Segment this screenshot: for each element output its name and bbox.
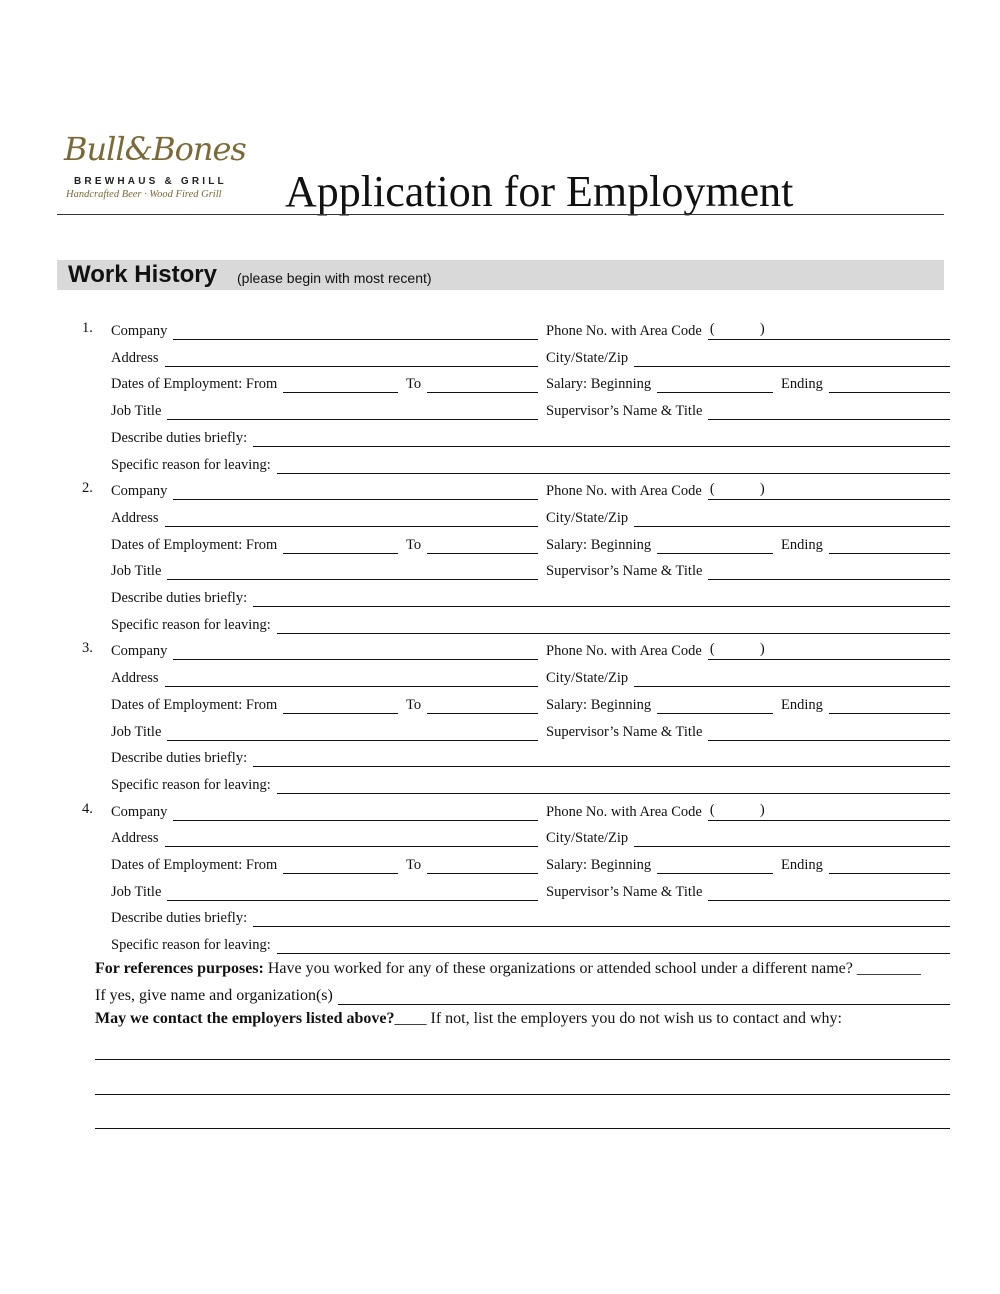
- job-title-field[interactable]: [167, 404, 538, 420]
- supervisor-field[interactable]: [708, 725, 950, 741]
- salary-ending-field[interactable]: [829, 698, 950, 714]
- form-row: [0, 507, 1000, 527]
- date-to-field[interactable]: [427, 538, 538, 554]
- address-group: [111, 347, 538, 367]
- reason-for-leaving-label: Specific reason for leaving:: [111, 616, 271, 633]
- salary-beginning-group: [546, 854, 773, 874]
- contact-question: [95, 1010, 842, 1028]
- logo-subtitle: BREWHAUS & GRILL: [74, 176, 227, 187]
- phone-group: [546, 640, 950, 660]
- address-field[interactable]: [165, 351, 538, 367]
- city-state-zip-field[interactable]: [634, 511, 950, 527]
- city-state-zip-field[interactable]: [634, 671, 950, 687]
- city-state-zip-label: City/State/Zip: [546, 830, 629, 847]
- logo-tagline: Handcrafted Beer · Wood Fired Grill: [66, 189, 222, 200]
- address-field[interactable]: [165, 511, 538, 527]
- explanation-line[interactable]: [95, 1128, 950, 1129]
- salary-ending-group: [781, 534, 950, 554]
- date-to-label: To: [406, 536, 422, 553]
- salary-beginning-field[interactable]: [657, 538, 773, 554]
- form-row: [0, 694, 1000, 714]
- reason-for-leaving-group: [111, 934, 950, 954]
- explanation-line[interactable]: [95, 1094, 950, 1095]
- date-to-label: To: [406, 376, 422, 393]
- date-from-label: Dates of Employment: From: [111, 696, 278, 713]
- contact-text: ____ If not, list the employers you do not wish us to contact and why:: [394, 1010, 842, 1027]
- form-row: [0, 907, 1000, 927]
- supervisor-field[interactable]: [708, 404, 950, 420]
- city-state-zip-group: [546, 347, 950, 367]
- duties-field[interactable]: [253, 911, 950, 927]
- company-field[interactable]: [173, 805, 538, 821]
- form-row: [0, 534, 1000, 554]
- salary-beginning-field[interactable]: [657, 858, 773, 874]
- form-row: [0, 320, 1000, 340]
- salary-ending-group: [781, 854, 950, 874]
- date-from-field[interactable]: [283, 538, 398, 554]
- date-from-field[interactable]: [283, 858, 398, 874]
- date-from-group: [111, 534, 398, 554]
- form-row: [0, 934, 1000, 954]
- phone-label: Phone No. with Area Code: [546, 483, 702, 500]
- city-state-zip-group: [546, 507, 950, 527]
- area-code-close: ): [759, 481, 765, 498]
- job-title-field[interactable]: [167, 564, 538, 580]
- salary-beginning-group: [546, 694, 773, 714]
- company-field[interactable]: [173, 484, 538, 500]
- job-title-group: [111, 400, 538, 420]
- references-text: Have you worked for any of these organizations or attended school under a different name? ________: [263, 960, 921, 977]
- duties-group: [111, 587, 950, 607]
- phone-group: [546, 801, 950, 821]
- job-title-field[interactable]: [167, 725, 538, 741]
- salary-beginning-label: Salary: Beginning: [546, 696, 652, 713]
- address-group: [111, 827, 538, 847]
- salary-ending-label: Ending: [781, 857, 823, 873]
- section-heading: Work History: [68, 261, 217, 288]
- city-state-zip-label: City/State/Zip: [546, 509, 629, 526]
- phone-label: Phone No. with Area Code: [546, 803, 702, 820]
- page-title: Application for Employment: [285, 167, 794, 216]
- reason-for-leaving-group: [111, 454, 950, 474]
- form-row: [0, 774, 1000, 794]
- address-label: Address: [111, 349, 159, 366]
- job-title-field[interactable]: [167, 885, 538, 901]
- date-to-group: [406, 694, 538, 714]
- date-from-label: Dates of Employment: From: [111, 536, 278, 553]
- date-from-field[interactable]: [283, 377, 398, 393]
- section-header: [57, 260, 944, 290]
- form-row: [0, 454, 1000, 474]
- reason-for-leaving-field[interactable]: [277, 618, 950, 634]
- section-note: (please begin with most recent): [237, 270, 432, 286]
- form-row: [0, 400, 1000, 420]
- salary-beginning-group: [546, 534, 773, 554]
- date-to-label: To: [406, 696, 422, 713]
- job-title-label: Job Title: [111, 723, 162, 740]
- form-row: [0, 640, 1000, 660]
- date-to-label: To: [406, 857, 422, 873]
- city-state-zip-group: [546, 667, 950, 687]
- salary-beginning-field[interactable]: [657, 377, 773, 393]
- duties-label: Describe duties briefly:: [111, 429, 248, 446]
- city-state-zip-label: City/State/Zip: [546, 349, 629, 366]
- date-from-field[interactable]: [283, 698, 398, 714]
- salary-beginning-group: [546, 373, 773, 393]
- reason-for-leaving-field[interactable]: [277, 458, 950, 474]
- form-row: [0, 721, 1000, 741]
- form-row: [0, 373, 1000, 393]
- form-row: [0, 480, 1000, 500]
- city-state-zip-field[interactable]: [634, 831, 950, 847]
- area-code-open: (: [709, 641, 715, 658]
- form-row: [0, 667, 1000, 687]
- company-group: [111, 320, 538, 340]
- date-from-label: Dates of Employment: From: [111, 857, 278, 873]
- other-name-row: [95, 985, 950, 1005]
- date-from-label: Dates of Employment: From: [111, 376, 278, 393]
- phone-field[interactable]: [708, 481, 950, 500]
- company-label: Company: [111, 803, 168, 820]
- salary-ending-field[interactable]: [829, 377, 950, 393]
- other-name-field[interactable]: [338, 989, 950, 1005]
- form-row: [0, 854, 1000, 874]
- duties-field[interactable]: [253, 751, 950, 767]
- title-divider: [57, 214, 944, 215]
- salary-ending-label: Ending: [781, 536, 823, 553]
- area-code-close: ): [759, 801, 765, 818]
- reason-for-leaving-label: Specific reason for leaving:: [111, 937, 271, 954]
- company-label: Company: [111, 643, 168, 660]
- date-from-group: [111, 373, 398, 393]
- contact-label: May we contact the employers listed above?: [95, 1010, 395, 1027]
- duties-group: [111, 747, 950, 767]
- form-row: [0, 881, 1000, 901]
- phone-label: Phone No. with Area Code: [546, 643, 702, 660]
- job-title-label: Job Title: [111, 563, 162, 580]
- date-to-field[interactable]: [427, 377, 538, 393]
- city-state-zip-group: [546, 827, 950, 847]
- area-code-open: (: [709, 481, 715, 498]
- salary-ending-group: [781, 373, 950, 393]
- address-field[interactable]: [165, 831, 538, 847]
- date-to-field[interactable]: [427, 698, 538, 714]
- area-code-close: ): [759, 321, 765, 337]
- entry-number: 1.: [82, 320, 93, 336]
- supervisor-label: Supervisor’s Name & Title: [546, 883, 703, 900]
- entry-number: 3.: [82, 640, 93, 657]
- supervisor-group: [546, 560, 950, 580]
- supervisor-label: Supervisor’s Name & Title: [546, 563, 703, 580]
- logo-script: Bull&Bones: [64, 130, 246, 168]
- salary-ending-field[interactable]: [829, 858, 950, 874]
- area-code-open: (: [709, 801, 715, 818]
- company-group: [111, 480, 538, 500]
- salary-beginning-label: Salary: Beginning: [546, 376, 652, 393]
- date-to-field[interactable]: [427, 858, 538, 874]
- explanation-line[interactable]: [95, 1059, 950, 1060]
- reason-for-leaving-field[interactable]: [277, 778, 950, 794]
- area-code-open: (: [709, 321, 715, 337]
- duties-label: Describe duties briefly:: [111, 590, 248, 606]
- form-row: [0, 427, 1000, 447]
- date-to-group: [406, 534, 538, 554]
- references-question: [95, 960, 921, 978]
- reason-for-leaving-field[interactable]: [277, 938, 950, 954]
- duties-field[interactable]: [253, 431, 950, 447]
- duties-label: Describe duties briefly:: [111, 750, 248, 767]
- job-title-group: [111, 881, 538, 901]
- company-group: [111, 640, 538, 660]
- reason-for-leaving-label: Specific reason for leaving:: [111, 776, 271, 793]
- date-from-group: [111, 854, 398, 874]
- address-group: [111, 507, 538, 527]
- duties-group: [111, 907, 950, 927]
- city-state-zip-field[interactable]: [634, 351, 950, 367]
- date-to-group: [406, 854, 538, 874]
- job-title-group: [111, 560, 538, 580]
- salary-beginning-label: Salary: Beginning: [546, 536, 652, 553]
- supervisor-field[interactable]: [708, 885, 950, 901]
- duties-field[interactable]: [253, 591, 950, 607]
- address-group: [111, 667, 538, 687]
- form-row: [0, 587, 1000, 607]
- entry-number: 2.: [82, 480, 93, 497]
- company-label: Company: [111, 483, 168, 500]
- form-row: [0, 614, 1000, 634]
- company-group: [111, 801, 538, 821]
- date-to-group: [406, 373, 538, 393]
- supervisor-group: [546, 721, 950, 741]
- area-code-close: ): [759, 641, 765, 658]
- address-field[interactable]: [165, 671, 538, 687]
- company-field[interactable]: [173, 644, 538, 660]
- phone-field[interactable]: [708, 321, 950, 340]
- job-title-label: Job Title: [111, 403, 162, 420]
- other-name-label: If yes, give name and organization(s): [95, 987, 333, 1004]
- supervisor-group: [546, 881, 950, 901]
- city-state-zip-label: City/State/Zip: [546, 670, 629, 687]
- company-label: Company: [111, 323, 168, 339]
- salary-ending-group: [781, 694, 950, 714]
- salary-ending-field[interactable]: [829, 538, 950, 554]
- reason-for-leaving-group: [111, 614, 950, 634]
- form-row: [0, 747, 1000, 767]
- duties-group: [111, 427, 950, 447]
- address-label: Address: [111, 670, 159, 687]
- job-title-label: Job Title: [111, 883, 162, 900]
- salary-ending-label: Ending: [781, 696, 823, 713]
- salary-ending-label: Ending: [781, 376, 823, 393]
- date-from-group: [111, 694, 398, 714]
- form-row: [0, 347, 1000, 367]
- supervisor-label: Supervisor’s Name & Title: [546, 403, 703, 420]
- reason-for-leaving-label: Specific reason for leaving:: [111, 456, 271, 473]
- address-label: Address: [111, 830, 159, 847]
- supervisor-label: Supervisor’s Name & Title: [546, 723, 703, 740]
- entry-number: 4.: [82, 800, 93, 817]
- address-label: Address: [111, 509, 159, 526]
- job-title-group: [111, 721, 538, 741]
- supervisor-group: [546, 400, 950, 420]
- phone-group: [546, 480, 950, 500]
- company-field[interactable]: [173, 324, 538, 340]
- company-logo: [62, 130, 246, 206]
- phone-group: [546, 320, 950, 340]
- form-row: [0, 560, 1000, 580]
- salary-beginning-field[interactable]: [657, 698, 773, 714]
- phone-field[interactable]: [708, 641, 950, 660]
- supervisor-field[interactable]: [708, 564, 950, 580]
- phone-label: Phone No. with Area Code: [546, 323, 702, 339]
- references-label: For references purposes:: [95, 960, 264, 977]
- duties-label: Describe duties briefly:: [111, 910, 248, 927]
- phone-field[interactable]: [708, 801, 950, 821]
- salary-beginning-label: Salary: Beginning: [546, 857, 652, 873]
- form-row: [0, 827, 1000, 847]
- reason-for-leaving-group: [111, 774, 950, 794]
- form-row: [0, 801, 1000, 821]
